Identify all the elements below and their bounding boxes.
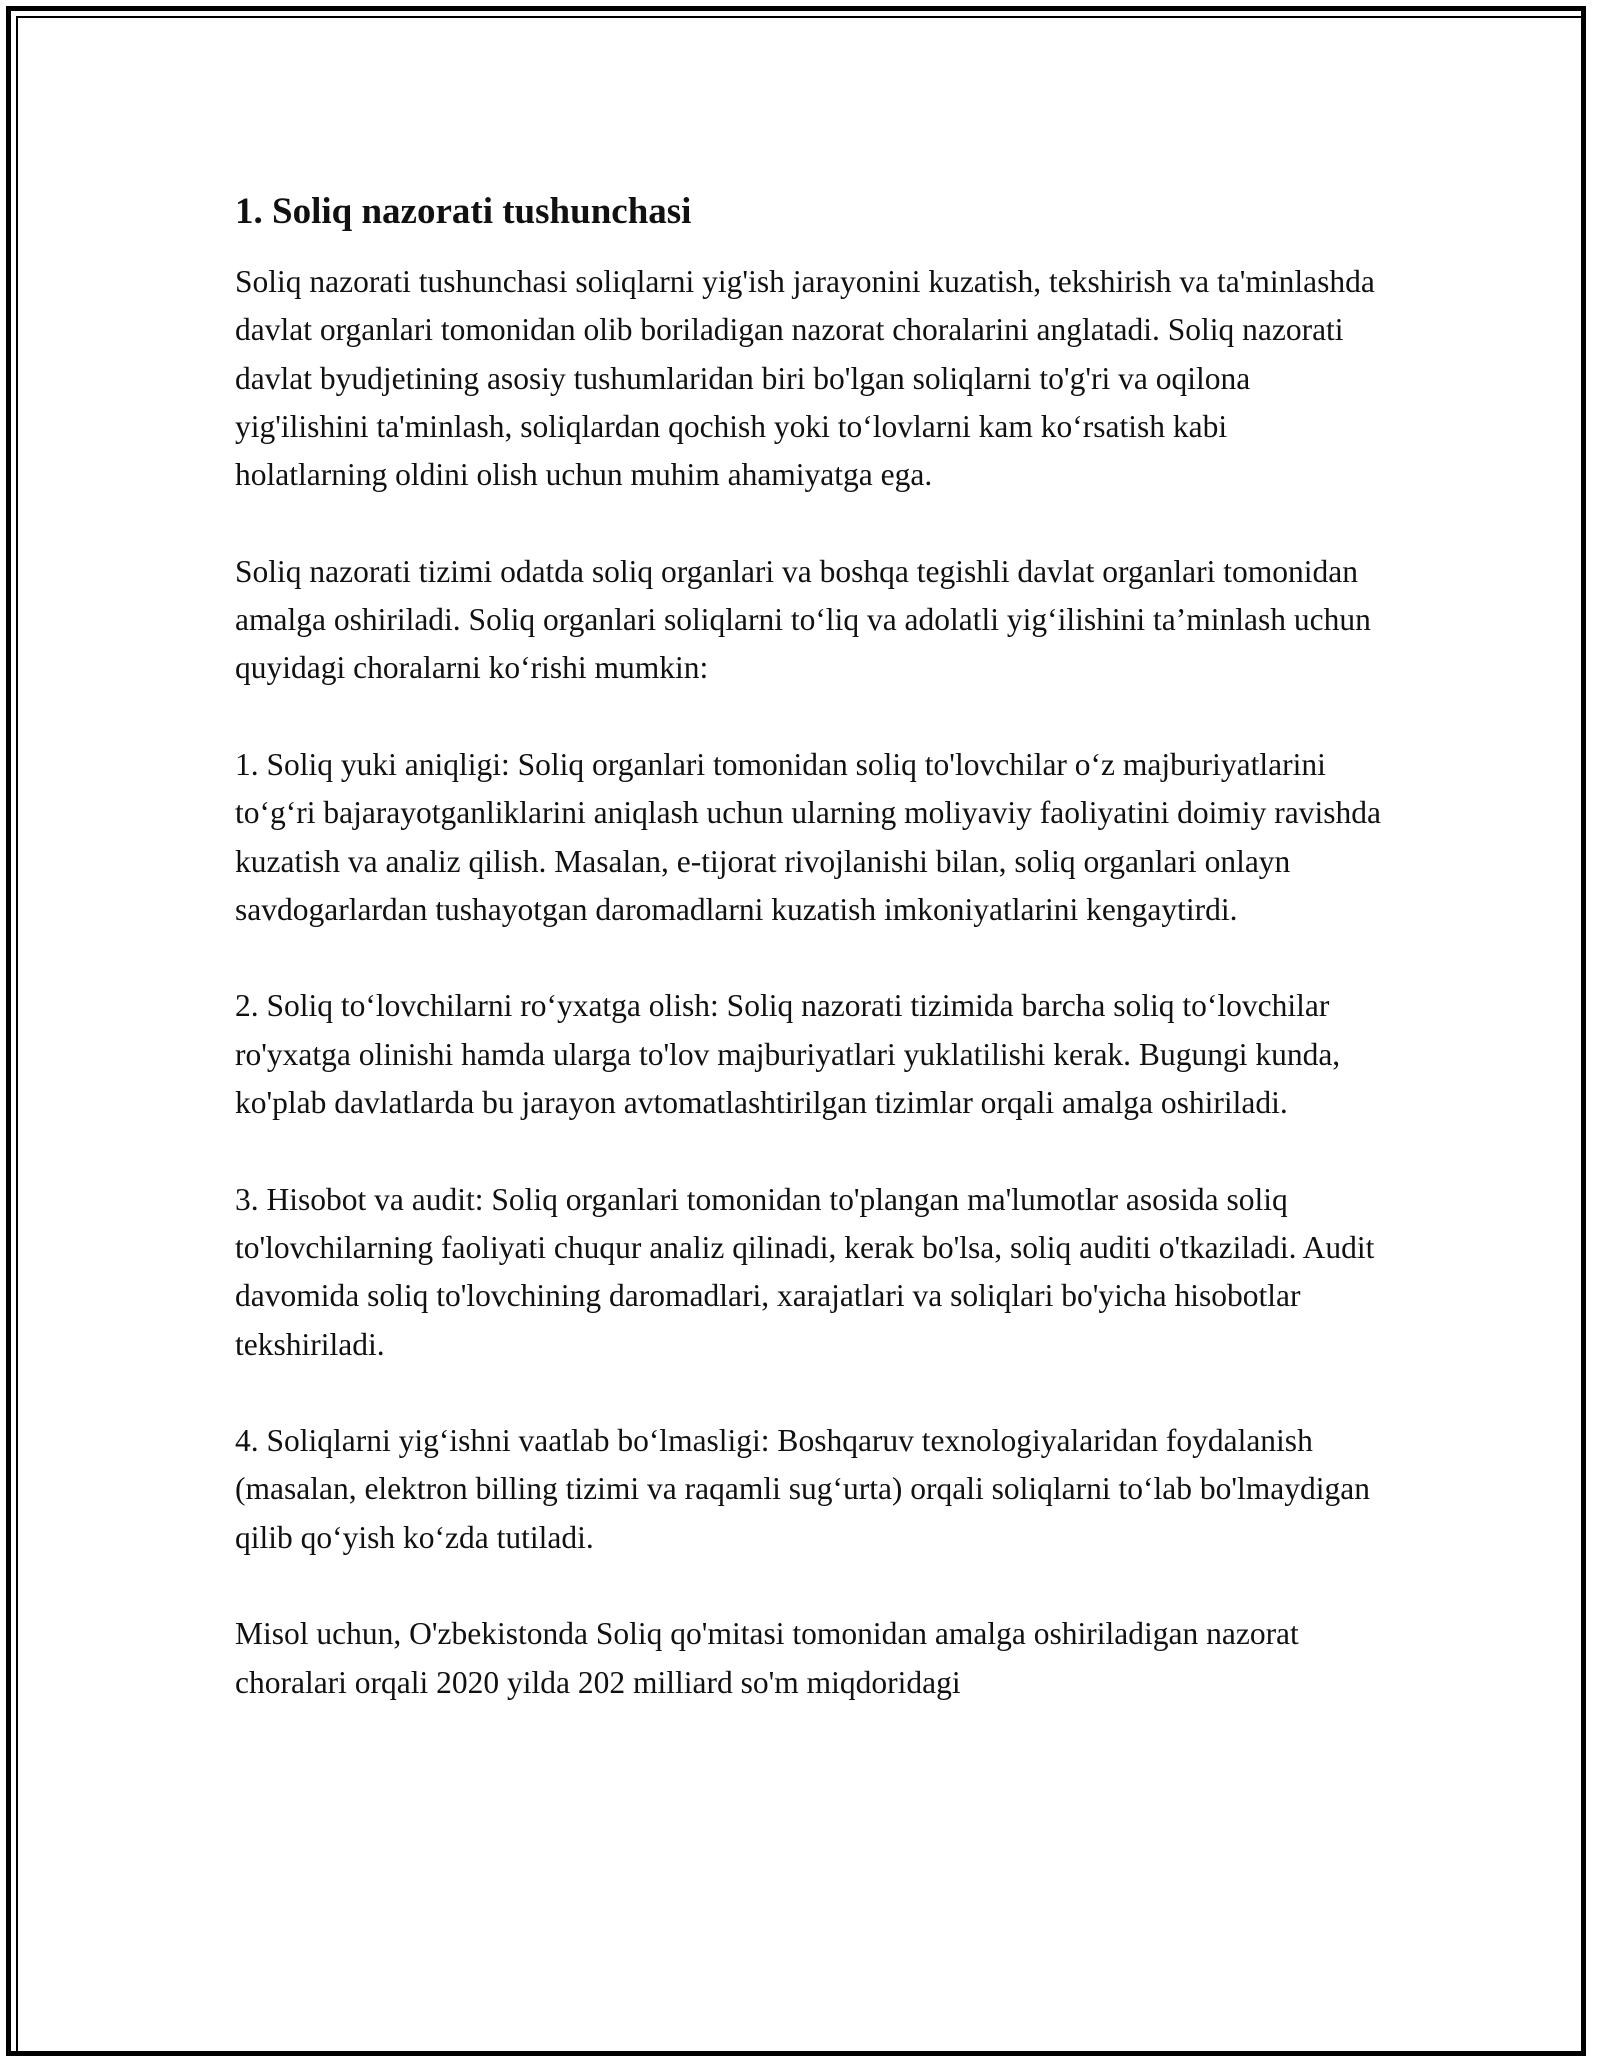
paragraph-definition: Soliq nazorati tushunchasi soliqlarni yig'ish jarayonini kuzatish, tekshirish va ta'minlashda davlat organlari tomonidan olib boriladigan nazorat choralarini anglatadi. Soliq nazorati davlat byudjetining asosiy tushumlaridan biri bo'lgan soliqlarni to'g'ri va oqilona yig'ilishini ta'minlash, soliqlardan qochish yoki to‘lovlarni kam ko‘rsatish kabi holatlarning oldini olish uchun muhim ahamiyatga ega.	[235, 264, 1375, 493]
paragraph-item-2: 2. Soliq to‘lovchilarni ro‘yxatga olish: Soliq nazorati tizimida barcha soliq to‘lovchilar ro'yxatga olinishi hamda ularga to'lov majburiyatlari yuklatilishi kerak. Bugungi kunda, ko'plab davlatlarda bu jarayon avtomatlashtirilgan tizimlar orqali amalga oshiriladi.	[235, 988, 1341, 1121]
paragraph-example: Misol uchun, O'zbekistonda Soliq qo'mitasi tomonidan amalga oshiriladigan nazorat choralari orqali 2020 yilda 202 milliard so'm miqdoridagi	[235, 1616, 1299, 1700]
paragraph-item-3: 3. Hisobot va audit: Soliq organlari tomonidan to'plangan ma'lumotlar asosida soliq to'lovchilarning faoliyati chuqur analiz qilinadi, kerak bo'lsa, soliq auditi o'tkaziladi. Audit davomida soliq to'lovchining daromadlari, xarajatlari va soliqlari bo'yicha hisobotlar tekshiriladi.	[235, 1181, 1375, 1362]
paragraph-system: Soliq nazorati tizimi odatda soliq organlari va boshqa tegishli davlat organlari tomonidan amalga oshiriladi. Soliq organlari soliqlarni to‘liq va adolatli yig‘ilishini ta’minlash uchun quyidagi choralarni ko‘rishi mumkin:	[235, 553, 1371, 686]
section-heading: 1. Soliq nazorati tushunchasi	[235, 191, 692, 232]
paragraph-item-4: 4. Soliqlarni yig‘ishni vaatlab bo‘lmasligi: Boshqaruv texnologiyalaridan foydalanish (masalan, elektron billing tizimi va raqamli sug‘urta) orqali soliqlarni to‘lab bo'lmaydigan qilib qo‘yish ko‘zda tutiladi.	[235, 1423, 1370, 1555]
document-body	[235, 188, 1385, 1755]
paragraph-item-1: 1. Soliq yuki aniqligi: Soliq organlari tomonidan soliq to'lovchilar o‘z majburiyatlarini to‘g‘ri bajarayotganliklarini aniqlash uchun ularning moliyaviy faoliyatini doimiy ravishda kuzatish va analiz qilish. Masalan, e-tijorat rivojlanishi bilan, soliq organlari onlayn savdogarlardan tushayotgan daromadlarni kuzatish imkoniyatlarini kengaytirdi.	[235, 746, 1381, 927]
